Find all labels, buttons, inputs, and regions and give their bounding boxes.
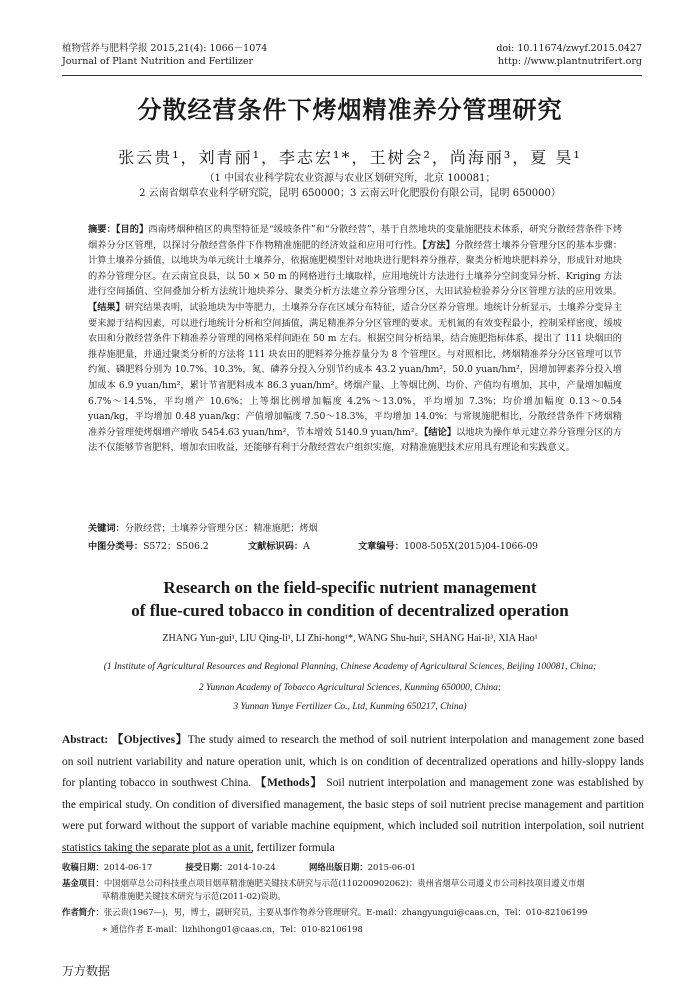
online-label: 网络出版日期：	[309, 862, 368, 872]
abstract-en	[62, 730, 644, 859]
journal-citation-cn: 植物营养与肥料学报 2015,21(4): 1066－1074	[62, 43, 268, 54]
article-no-value: 1008-505X(2015)04-1066-09	[403, 541, 539, 552]
tag-results: 【结果】	[88, 301, 125, 313]
abstract-cn-label: 摘要：	[88, 224, 116, 235]
keywords-cn	[88, 522, 628, 536]
footnote-funding	[62, 877, 650, 903]
title-en-line-2: of flue-cured tobacco in condition of decentralized operation	[131, 601, 569, 620]
title-cn: 分散经营条件下烤烟精准养分管理研究	[137, 95, 563, 124]
abstract-en-objectives: The study aimed to research the method of soil nutrient interpolation and management zone based on soil nutrient variability and nature operation unit, which is on condition of decentralized operations and hilly-sloppy lands for planting tobacco in southwest China.	[62, 734, 644, 789]
fund-label: 基金项目：	[62, 878, 104, 888]
abstract-cn-methods: 分散经营土壤养分管理分区的基本步骤：计算土壤养分插值，以地块为单元统计土壤养分，依据施肥模型针对地块进行肥料养分推荐，聚类分析地块肥料养分，形成针对地块的养分管理分区。在云南宜良县，以 50 × 50 m 的网格进行土壤取样，应用地统计方法进行土壤养分空间变异分析、Kriging 方法进行空间插值、空间叠加分析方法统计地块养分、聚类分析方法建立养分管理分区，大田试验检验养分分区管理方法的应用效果。	[88, 239, 623, 298]
accepted-label: 接受日期：	[185, 862, 228, 872]
fund-text-1: 中国烟草总公司科技重点项目烟草精准施肥关键技术研究与示范(110200902062)；贵州省烟草公司遵义市公司科技项目遵义市烟	[103, 878, 585, 888]
tag-conclusions: 【结论】	[423, 426, 457, 438]
doc-code-value: A	[303, 541, 310, 552]
tag-methods-en: 【Methods】	[254, 777, 323, 789]
affiliation-cn-1: （1 中国农业科学院农业资源与农业区划研究所，北京 100081；	[204, 173, 496, 184]
affiliation-cn-2: 2 云南省烟草农业科学研究院，昆明 650000；3 云南云叶化肥股份有限公司，昆明 650000）	[139, 188, 561, 199]
article-no-label: 文章编号：	[358, 541, 404, 552]
journal-url[interactable]: http: //www.plantnutrifert.org	[498, 56, 642, 67]
abstract-en-methods: Soil nutrient interpolation and management zone was established by the empirical study. On condition of diversified management, the basic steps of soil nutrient precise management and partition were put forward without the support of variable machine equipment, which included soil nutrition interpolation, soil nutrient statistics taking the separate plot as a unit, fertilizer formula	[62, 777, 644, 854]
journal-header-right	[496, 42, 642, 68]
doc-code-label: 文献标识码：	[248, 541, 304, 552]
footnote-dates	[62, 861, 650, 874]
accepted-date: 2014-10-24	[227, 862, 276, 872]
footnote-author	[62, 906, 650, 919]
footnote-divider	[62, 852, 252, 853]
watermark: 万方数据	[62, 964, 111, 978]
authors-en: ZHANG Yun-gui¹, LIU Qing-li¹, LI Zhi-hong¹*, WANG Shu-hui², SHANG Hai-li³, XIA Hao¹	[162, 633, 538, 644]
author-label: 作者简介：	[62, 907, 104, 917]
doi: doi: 10.11674/zwyf.2015.0427	[496, 43, 642, 54]
corresponding-author: ∗ 通信作者 E-mail：lizhihong01@caas.cn，Tel：010-82106198	[102, 924, 363, 934]
abstract-cn-conclusions: 以地块为操作单元建立养分管理分区的方法不仅能够节省肥料，增加农田收益，还能够有利于分散经营农户组织实施，对精准施肥技术应用具有理论和实践意义。	[88, 426, 623, 454]
journal-name-en: Journal of Plant Nutrition and Fertilizer	[62, 56, 254, 67]
clc-value: S572；S506.2	[143, 541, 209, 552]
received-label: 收稿日期：	[62, 862, 104, 872]
header-divider	[62, 75, 642, 76]
online-date: 2015-06-01	[367, 862, 416, 872]
title-en	[0, 576, 700, 622]
abstract-en-label: Abstract:	[62, 734, 109, 746]
keywords-cn-label: 关键词：	[88, 523, 125, 534]
tag-objective: 【目的】	[115, 224, 149, 235]
affiliation-en-3: 3 Yunnan Yunye Fertilizer Co., Ltd, Kunming 650217, China)	[233, 702, 467, 712]
abstract-cn-results: 研究结果表明，试验地块为中等肥力，土壤养分存在区域分布特征，适合分区养分管理。地统计分析显示，土壤养分变异主要来源于结构因素，可以进行地统计分析和空间插值，满足精准养分分区管理的要求。无机氮的有效变程最小，控制采样密度，缓坡农田和分散经营条件下精准养分管理的网格采样间距在 50 m 左右。根据空间分析结果，结合施肥指标体系，提出了 111 块烟田的推荐施肥量，并通过聚类分析的方法将 111 块农田的肥料养分推荐量分为 8 个管理区。与对照相比，烤烟精准养分分区管理可以节约氮、磷肥料分别为 10.7%、10.3%，氮、磷养分投入分别节约成本 43.2 yuan/hm²，50.0 yuan/hm²，因增加钾素养分投入增加成本 6.9 yuan/hm²，累计节省肥料成本 86.3 yuan/hm²。烤烟产量、上等烟比例、均价、产值均有增加，其中，产量增加幅度 6.7%～14.5%，平均增产 10.6%；上等烟比例增加幅度 4.2%～13.0%，平均增加 7.3%；均价增加幅度 0.13～0.54 yuan/kg，平均增加 0.48 yuan/kg；产值增加幅度 7.50～18.3%，平均增加 14.0%；与常规施肥相比，分散经营条件下烤烟精准养分管理使烤烟增产增收 5454.63 yuan/hm²，节本增效 5140.9 yuan/hm²。	[88, 301, 623, 438]
clc-label: 中图分类号：	[88, 541, 144, 552]
footnote-corresponding	[62, 923, 650, 936]
tag-methods: 【方法】	[422, 239, 455, 251]
fund-text-2: 草精准施肥关键技术研究与示范(2011-02)资助。	[102, 891, 286, 901]
authors-cn: 张云贵¹，刘青丽¹，李志宏¹*，王树会²，尚海丽³，夏 昊¹	[118, 148, 582, 167]
keywords-cn-value: 分散经营；土壤养分管理分区；精准施肥；烤烟	[124, 523, 318, 534]
received-date: 2014-06-17	[103, 862, 153, 872]
journal-header-left	[62, 42, 267, 68]
author-info: 张云贵(1967—)，男，博士，副研究员，主要从事作物养分管理研究。E-mail：zhangyungui@caas.cn，Tel：010-82106199	[103, 907, 588, 917]
tag-objectives-en: 【Objectives】	[111, 734, 188, 746]
affiliation-en-1: (1 Institute of Agricultural Resources and Regional Planning, Chinese Academy of Agricultural Sciences, Beijing 100081, China;	[103, 662, 597, 672]
abstract-cn	[88, 222, 622, 456]
abstract-cn-objective: 西南烤烟种植区的典型特征是“缓坡条件”和“分散经营”，基于自然地块的变量施肥技术体系，研究分散经营条件下烤烟养分分区管理，以探讨分散经营条件下作物精准施肥的经济效益和应用可行性。	[88, 224, 623, 251]
affiliation-en-2: 2 Yunnan Academy of Tobacco Agricultural Sciences, Kunming 650000, China;	[198, 683, 502, 693]
classification-line	[88, 540, 628, 554]
title-en-line-1: Research on the field-specific nutrient management	[163, 578, 537, 597]
